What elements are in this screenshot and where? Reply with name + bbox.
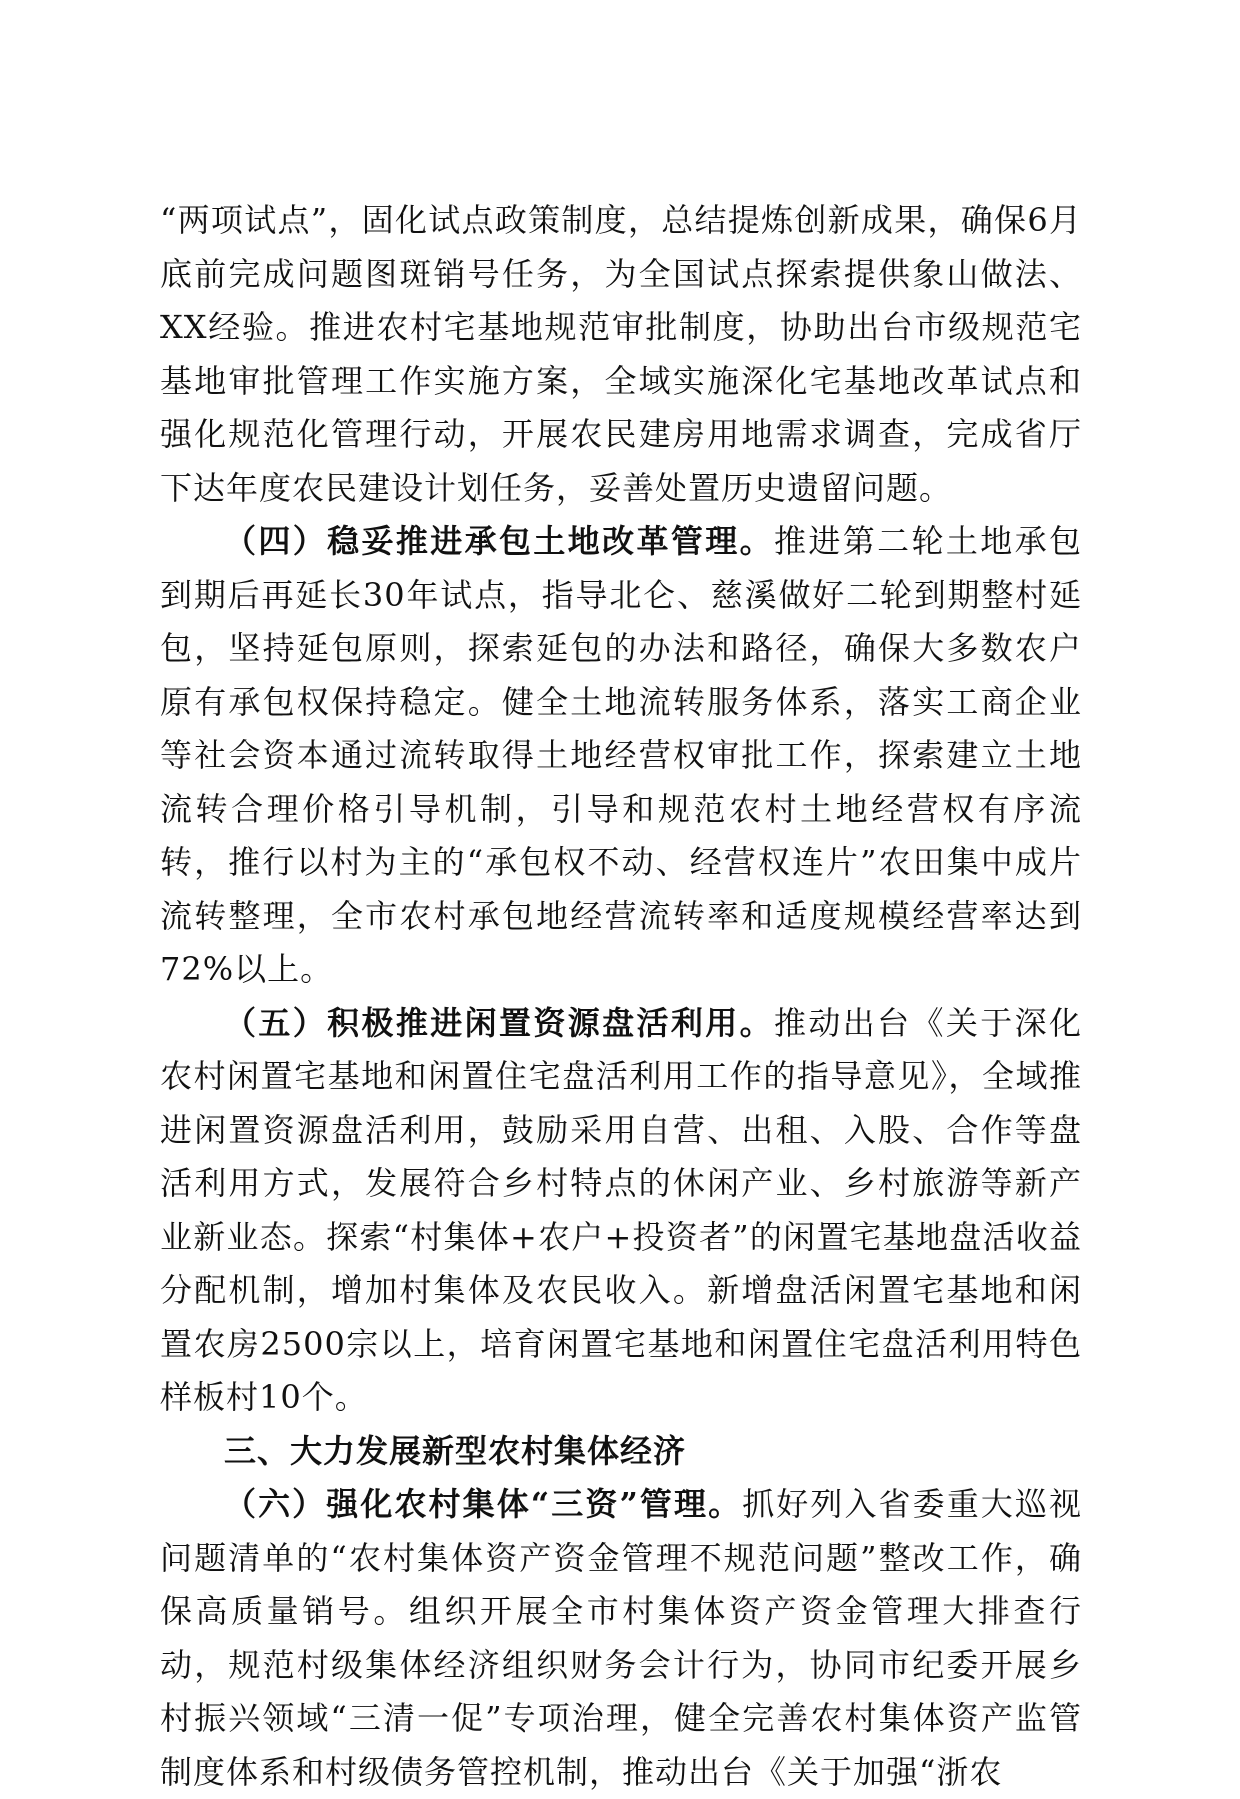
paragraph-lead-heading: （四）稳妥推进承包土地改革管理。 (224, 522, 774, 560)
paragraph-lead-heading: （五）积极推进闲置资源盘活利用。 (224, 1003, 774, 1042)
section-heading: 三、大力发展新型农村集体经济 (224, 1431, 687, 1470)
paragraph-idle-resources (160, 997, 1082, 1425)
paragraph-collective-assets (160, 1478, 1082, 1799)
paragraph-body: 推进第二轮土地承包到期后再延长30年试点，指导北仑、慈溪做好二轮到期整村延包，坚持延包原则，探索延包的办法和路径，确保大多数农户原有承包权保持稳定。健全土地流转服务体系，落实工商企业等社会资本通过流转取得土地经营权审批工作，探索建立土地流转合理价格引导机制，引导和规范农村土地经营权有序流转，推行以村为主的“承包权不动、经营权连片”农田集中成片流转整理，全市农村承包地经营流转率和适度规模经营率达到72%以上。 (160, 522, 1082, 988)
paragraph-land-contract-reform (160, 515, 1082, 997)
paragraph-continuation (160, 194, 1082, 515)
paragraph-body: 抓好列入省委重大巡视问题清单的“农村集体资产资金管理不规范问题”整改工作，确保高质量销号。组织开展全市村集体资产资金管理大排查行动，规范村级集体经济组织财务会计行为，协同市纪委开展乡村振兴领域“三清一促”专项治理，健全完善农村集体资产监管制度体系和村级债务管控机制，推动出台《关于加强“浙农 (160, 1485, 1082, 1791)
paragraph-body: 推动出台《关于深化农村闲置宅基地和闲置住宅盘活利用工作的指导意见》，全域推进闲置资源盘活利用，鼓励采用自营、出租、入股、合作等盘活利用方式，发展符合乡村特点的休闲产业、乡村旅游等新产业新业态。探索“村集体+农户+投资者”的闲置宅基地盘活收益分配机制，增加村集体及农民收入。新增盘活闲置宅基地和闲置农房2500宗以上，培育闲置宅基地和闲置住宅盘活利用特色样板村10个。 (160, 1003, 1082, 1416)
paragraph-body: “两项试点”，固化试点政策制度，总结提炼创新成果，确保6月底前完成问题图斑销号任务，为全国试点探索提供象山做法、XX经验。推进农村宅基地规范审批制度，协助出台市级规范宅基地审批管理工作实施方案，全域实施深化宅基地改革试点和强化规范化管理行动，开展农民建房用地需求调查，完成省厅下达年度农民建设计划任务，妥善处置历史遗留问题。 (160, 201, 1082, 507)
paragraph-lead-heading: （六）强化农村集体“三资”管理。 (224, 1485, 743, 1523)
